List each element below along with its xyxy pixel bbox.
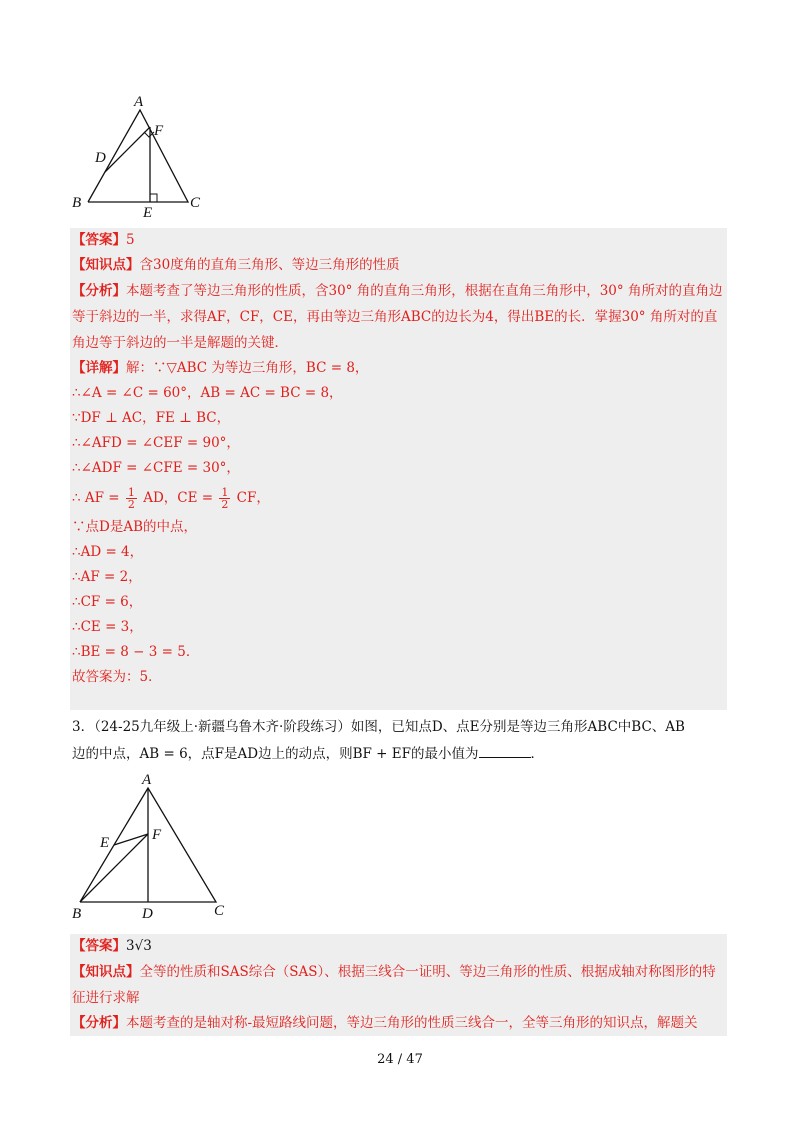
frac-prefix: ∴ AF = (72, 490, 120, 506)
analysis-text-2: 本题考查的是轴对称-最短路线问题，等边三角形的性质三线合一，全等三角形的知识点，解题关 (126, 1015, 698, 1031)
knowledge-text-2: 全等的性质和SAS综合（SAS）、根据三线合一证明、等边三角形的性质、根据成轴对称图形的特征进行求解 (72, 964, 716, 1006)
detail-line-3: ∴∠AFD = ∠CEF = 90°， (72, 435, 240, 451)
label-F: F (154, 123, 164, 139)
analysis-tag: 【分析】 (72, 283, 126, 299)
frac-mid: AD，CE = (143, 490, 214, 506)
question-3-end: ． (530, 746, 544, 762)
fraction-2 (219, 487, 230, 510)
label-C: C (214, 903, 225, 919)
answer-value: 5 (126, 232, 135, 248)
analysis-row (70, 278, 727, 356)
knowledge-tag-2: 【知识点】 (72, 964, 140, 980)
detail-line-0: 解：∵▽ABC 为等边三角形，BC = 8， (126, 360, 369, 376)
fraction-1 (126, 487, 137, 510)
knowledge-tag: 【知识点】 (72, 257, 140, 273)
fraction-1-den: 2 (127, 498, 135, 511)
answer-tag: 【答案】 (72, 232, 126, 248)
detail2-line-4: ∴CE = 3， (72, 619, 143, 635)
label-E: E (100, 835, 110, 851)
answer-blank (479, 743, 531, 758)
answer-block-1 (70, 228, 727, 710)
answer-row (70, 228, 727, 253)
answer-tag-2: 【答案】 (72, 938, 126, 954)
knowledge-row (70, 253, 727, 278)
detail-line-4: ∴∠ADF = ∠CFE = 30°， (72, 460, 240, 476)
question-3 (72, 714, 728, 768)
detail-fraction-line (70, 481, 727, 515)
final-answer: 故答案为：5． (72, 669, 162, 685)
analysis-text: 本题考查了等边三角形的性质，含30° 角的直角三角形，根据在直角三角形中，30° 角所对的直角边等于斜边的一半，求得AF，CF，CE，再由等边三角形ABC的边长为4，得出BE的长．掌握30° 角所对的直角边等于斜边的一半是解题的关键． (72, 283, 723, 351)
detail-tag: 【详解】 (72, 360, 126, 376)
question-3-line-b (72, 741, 728, 768)
detail2-line-5: ∴BE = 8 − 3 = 5． (72, 644, 200, 660)
frac-suffix: CF， (236, 490, 270, 506)
label-C: C (190, 195, 201, 211)
answer-row-2 (70, 934, 727, 959)
analysis-row-2 (70, 1011, 727, 1036)
knowledge-text: 含30度角的直角三角形、等边三角形的性质 (139, 257, 400, 273)
label-F: F (152, 827, 162, 843)
fraction-1-num: 1 (127, 486, 135, 499)
analysis-tag-2: 【分析】 (72, 1015, 126, 1031)
label-E: E (143, 205, 153, 221)
answer-value-2: 3√3 (126, 938, 152, 954)
fraction-2-num: 1 (221, 486, 229, 499)
label-B: B (72, 906, 82, 922)
figure-triangle-1 (68, 92, 208, 222)
label-D: D (95, 150, 106, 166)
answer-block-2 (70, 934, 727, 1036)
knowledge-row-2 (70, 959, 727, 1011)
label-B: B (72, 195, 82, 211)
detail2-line-0: ∵点D是AB的中点， (72, 519, 197, 535)
label-D: D (142, 906, 153, 922)
detail-line-1: ∴∠A = ∠C = 60°，AB = AC = BC = 8， (72, 385, 343, 401)
figure-triangle-2 (68, 772, 238, 922)
label-A: A (134, 94, 144, 110)
question-3-line-b-text: 边的中点，AB = 6，点F是AD边上的动点，则BF + EF的最小值为 (72, 746, 479, 762)
label-A: A (142, 772, 152, 788)
detail-line-2: ∵DF ⊥ AC，FE ⊥ BC， (72, 410, 231, 426)
detail-row (70, 356, 727, 381)
page-number: 24 / 47 (377, 1052, 423, 1067)
detail2-line-1: ∴AD = 4， (72, 544, 144, 560)
question-3-line-a: 3．（24-25九年级上·新疆乌鲁木齐·阶段练习）如图，已知点D、点E分别是等边三角形ABC中BC、AB (72, 719, 685, 735)
detail2-line-3: ∴CF = 6， (72, 594, 143, 610)
detail2-line-2: ∴AF = 2， (72, 569, 142, 585)
fraction-2-den: 2 (221, 498, 229, 511)
